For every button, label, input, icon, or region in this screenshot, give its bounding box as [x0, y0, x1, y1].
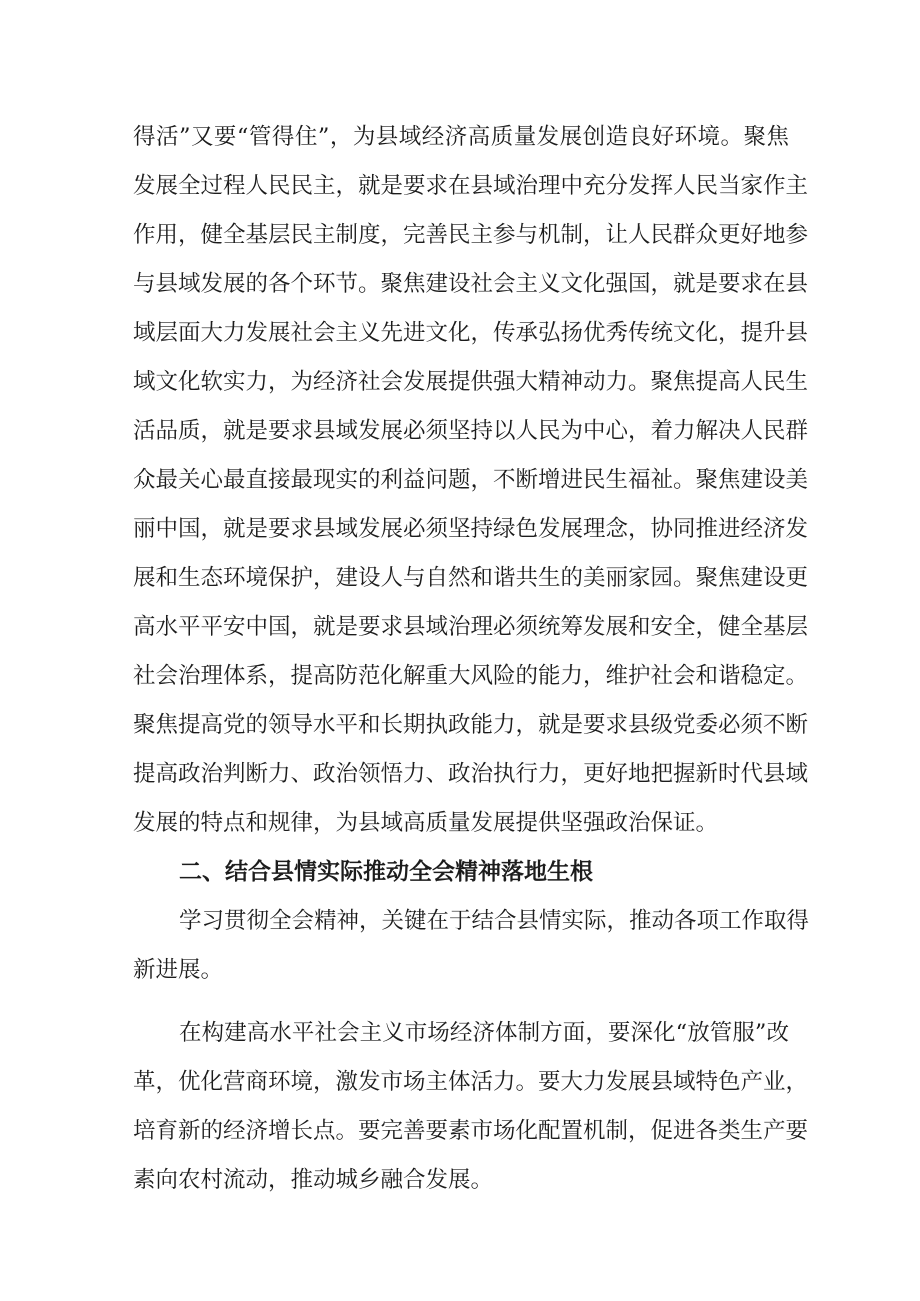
text-line: 聚焦提高党的领导水平和长期执政能力，就是要求县级党委必须不断	[133, 712, 809, 738]
text-line: 得活”又要“管得住”，为县域经济高质量发展创造良好环境。聚焦	[133, 124, 789, 150]
text-line: 革，优化营商环境，激发市场主体活力。要大力发展县域特色产业，	[133, 1069, 809, 1095]
text-line: 与县域发展的各个环节。聚焦建设社会主义文化强国，就是要求在县	[133, 271, 809, 297]
document-body	[133, 113, 810, 1205]
text-line: 众最关心最直接最现实的利益问题，不断增进民生福祉。聚焦建设美	[133, 467, 809, 493]
text-line: 在构建高水平社会主义市场经济体制方面，要深化“放管服”改	[179, 1020, 789, 1046]
text-line: 域层面大力发展社会主义先进文化，传承弘扬优秀传统文化，提升县	[133, 320, 809, 346]
section-heading: 二、结合县情实际推动全会精神落地生根	[179, 859, 593, 885]
text-line: 学习贯彻全会精神，关键在于结合县情实际，推动各项工作取得	[179, 908, 810, 934]
text-line: 丽中国，就是要求县域发展必须坚持绿色发展理念，协同推进经济发	[133, 516, 809, 542]
text-line: 活品质，就是要求县域发展必须坚持以人民为中心，着力解决人民群	[133, 418, 809, 444]
paragraph-1	[133, 113, 809, 848]
paragraph-3	[133, 1009, 809, 1205]
text-line: 作用，健全基层民主制度，完善民主参与机制，让人民群众更好地参	[133, 222, 809, 248]
text-line: 素向农村流动，推动城乡融合发展。	[133, 1167, 494, 1193]
text-line: 培育新的经济增长点。要完善要素市场化配置机制，促进各类生产要	[133, 1118, 809, 1144]
text-line: 高水平平安中国，就是要求县域治理必须统筹发展和安全，健全基层	[133, 614, 809, 640]
paragraph-2	[133, 897, 810, 995]
text-line: 提高政治判断力、政治领悟力、政治执行力，更好地把握新时代县域	[133, 761, 809, 787]
text-line: 域文化软实力，为经济社会发展提供强大精神动力。聚焦提高人民生	[133, 369, 809, 395]
paragraph-gap	[133, 995, 789, 1009]
text-line: 发展全过程人民民主，就是要求在县域治理中充分发挥人民当家作主	[133, 173, 809, 199]
text-line: 发展的特点和规律，为县域高质量发展提供坚强政治保证。	[133, 810, 719, 836]
text-line: 新进展。	[133, 957, 224, 983]
text-line: 展和生态环境保护，建设人与自然和谐共生的美丽家园。聚焦建设更	[133, 565, 809, 591]
text-line: 社会治理体系，提高防范化解重大风险的能力，维护社会和谐稳定。	[133, 663, 809, 689]
